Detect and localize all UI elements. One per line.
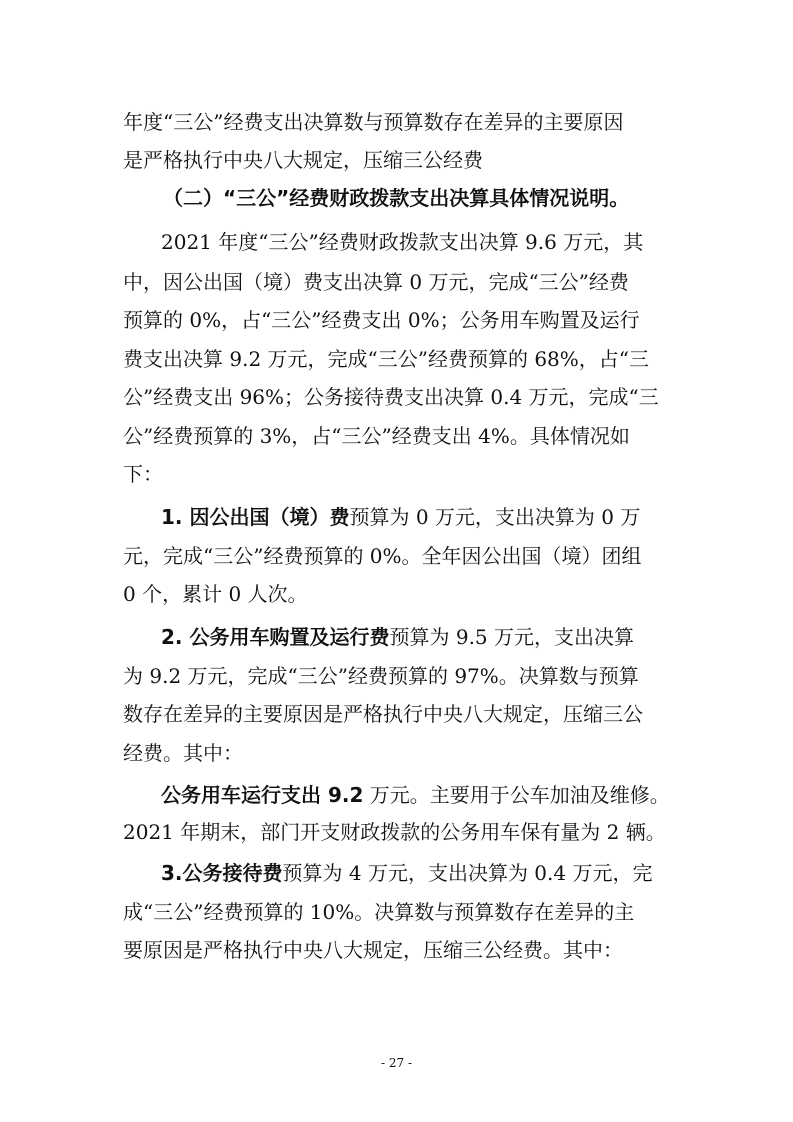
- text-line: 元，完成“三公”经费预算的 0%。全年因公出国（境）团组: [123, 544, 642, 568]
- paragraph-line: [161, 503, 683, 531]
- item-text: 预算为 0 万元，支出决算为 0 万: [349, 505, 641, 529]
- text-line: 预算的 0%，占“三公”经费支出 0%；公务用车购置及运行: [123, 308, 640, 332]
- section-heading: （二）“三公”经费财政拨款支出决算具体情况说明。: [163, 186, 630, 210]
- item-text: 预算为 9.5 万元，支出决算: [389, 625, 635, 649]
- paragraph-line: [161, 623, 683, 651]
- item-title: 公务用车运行支出 9.2: [161, 783, 364, 807]
- paragraph-line: [161, 859, 683, 887]
- item-text: 预算为 4 万元，支出决算为 0.4 万元，完: [282, 861, 653, 885]
- text-line: 中，因公出国（境）费支出决算 0 万元，完成“三公”经费: [123, 270, 629, 294]
- text-line: 0 个，累计 0 人次。: [123, 582, 308, 606]
- text-line: 2021 年度“三公”经费财政拨款支出决算 9.6 万元，其: [161, 230, 644, 254]
- page-number: - 27 -: [380, 1056, 412, 1070]
- text-line: 2021 年期末，部门开支财政拨款的公务用车保有量为 2 辆。: [123, 820, 666, 844]
- text-line: 要原因是严格执行中央八大规定，压缩三公经费。其中：: [123, 938, 623, 962]
- text-line: 是严格执行中央八大规定，压缩三公经费: [123, 148, 483, 172]
- text-line: 成“三公”经费预算的 10%。决算数与预算数存在差异的主: [123, 900, 635, 924]
- item-title: 3.公务接待费: [161, 861, 283, 885]
- text-line: 为 9.2 万元，完成“三公”经费预算的 97%。决算数与预算: [123, 664, 639, 688]
- text-line: 公”经费支出 96%；公务接待费支出决算 0.4 万元，完成“三: [123, 385, 659, 409]
- paragraph-line: [161, 781, 683, 809]
- text-line: 年度“三公”经费支出决算数与预算数存在差异的主要原因: [123, 110, 624, 134]
- text-line: 经费。其中：: [123, 741, 243, 765]
- text-line: 数存在差异的主要原因是严格执行中央八大规定，压缩三公: [123, 702, 643, 726]
- text-line: 公”经费预算的 3%，占“三公”经费支出 4%。具体情况如: [123, 424, 630, 448]
- item-title: 2. 公务用车购置及运行费: [161, 625, 390, 649]
- item-title: 1. 因公出国（境）费: [161, 505, 350, 529]
- text-line: 费支出决算 9.2 万元，完成“三公”经费预算的 68%，占“三: [123, 347, 650, 371]
- text-line: 下：: [123, 462, 163, 486]
- item-text: 万元。主要用于公车加油及维修。: [363, 783, 670, 807]
